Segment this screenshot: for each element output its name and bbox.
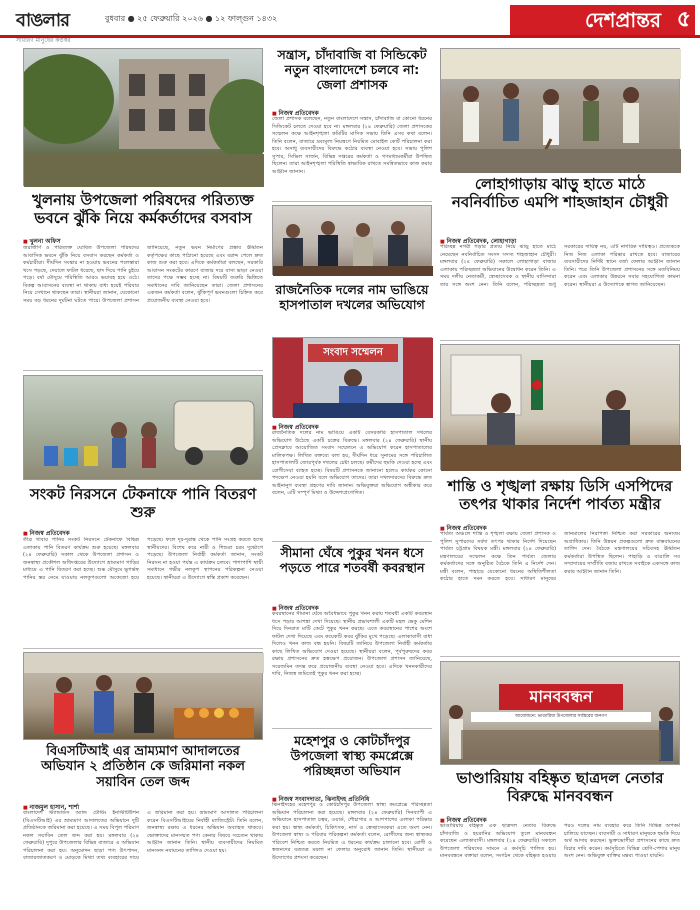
headline-minister[interactable]: শান্তি ও শৃঙ্খলা রক্ষায় ডিসি এসপিদের তৎপর থাকার নির্দেশ পার্বত্য মন্ত্রীর <box>447 477 673 513</box>
divider <box>440 656 680 657</box>
newspaper-logo[interactable] <box>16 6 82 44</box>
headline-dc-syndicate[interactable]: সন্ত্রাস, চাঁদাবাজি বা সিন্ডিকেট নতুন বাংলাদেশে চলবে না: জেলা প্রশাসক <box>277 47 427 92</box>
masthead <box>0 0 700 44</box>
byline-teknaf: ■ নিজস্ব প্রতিবেদক <box>23 528 70 539</box>
divider <box>272 541 432 542</box>
body-lohagara: পরিচ্ছন্ন নগরী গড়ার প্রত্যয় নিয়ে ঝাড়ু হাতে মাঠে নেমেছেন নবনির্বাচিত সংসদ সদস্য শাহজাহান চৌধুরী। মঙ্গলবার (২৪ ফেব্রুয়ারি) সকালে লোহাগাড়া বাজার এলাকায় পরিচ্ছন্নতা অভিযানের উদ্বোধন করেন তিনি। এ সময় দলীয় নেতাকর্মী, স্বেচ্ছাসেবক ও স্থানীয় বাসিন্দারা তার সঙ্গে অংশ নেন। তিনি বলেন, পরিচ্ছন্নতা শুধু সরকারের দায়িত্ব নয়, এটি নাগরিক দায়িত্বও। প্রত্যেককে নিজ নিজ এলাকা পরিষ্কার রাখতে হবে। বাজারের ব্যবসায়ীদের নির্দিষ্ট স্থানে বর্জ্য ফেলার আহ্বান জানান তিনি। পরে তিনি উপজেলা প্রশাসনের সঙ্গে মতবিনিময় করেন এবং এলাকার উন্নয়নে সবার সহযোগিতা কামনা করেন। স্থানীয়রা এ উদ্যোগকে স্বাগত জানিয়েছেন। <box>440 244 680 288</box>
minister-meeting-photo <box>440 344 680 470</box>
logo-text: বাঙলার <box>16 10 69 31</box>
headline-teknaf[interactable]: সংকট নিরসনে টেকনাফে পানি বিতরণ শুরু <box>29 485 257 521</box>
body-health-complex: ঝিনাইদহের মহেশপুর ও কোটচাঁদপুর উপজেলা স্বাস্থ্য কমপ্লেক্সে পরিচ্ছন্নতা অভিযান পরিচালনা করা হয়েছে। মঙ্গলবার (২৪ ফেব্রুয়ারি) দিনব্যাপী এ অভিযানে হাসপাতাল চত্বর, ওয়ার্ড, শৌচাগার ও আশপাশের এলাকা পরিষ্কার করা হয়। স্বাস্থ্য কর্মকর্তা, চিকিৎসক, নার্স ও স্বেচ্ছাসেবকরা এতে অংশ নেন। উপজেলা স্বাস্থ্য ও পরিবার পরিকল্পনা কর্মকর্তা বলেন, রোগীদের জন্য স্বাস্থ্যকর পরিবেশ নিশ্চিত করতে নিয়মিত এ ধরনের কার্যক্রম চালানো হবে। রোগী ও স্বজনদের যত্রতত্র ময়লা না ফেলার অনুরোধ জানান তিনি। স্থানীয়রা এ উদ্যোগের প্রশংসা করেছেন। <box>272 802 432 861</box>
body-teknaf: তীব্র খাবার পানির সংকট নিরসনে টেকনাফে বিভিন্ন এলাকায় পানি বিতরণ কার্যক্রম শুরু হয়েছে। মঙ্গলবার (২৪ ফেব্রুয়ারি) সকাল থেকে উপজেলা প্রশাসন ও জনস্বাস্থ্য প্রকৌশল অধিদপ্তরের উদ্যোগে ভ্রাম্যমাণ গাড়ির মাধ্যমে এ পানি বিতরণ করা হচ্ছে। শুষ্ক মৌসুমে ভূগর্ভস্থ পানির স্তর নেমে যাওয়ায় নলকূপগুলো অকেজো হয়ে পড়েছে। ফলে দূর-দূরান্ত থেকে পানি সংগ্রহ করতে হচ্ছে স্থানীয়দের। বিশেষ করে নারী ও শিশুরা চরম দুর্ভোগে পড়েছে। উপজেলা নির্বাহী কর্মকর্তা জানান, সংকট নিরসন না হওয়া পর্যন্ত এ কার্যক্রম চলবে। পাশাপাশি স্থায়ী সমাধানে গভীর নলকূপ স্থাপনের পরিকল্পনা নেওয়া হয়েছে। স্থানীয়রা এ উদ্যোগে স্বস্তি প্রকাশ করেছেন। <box>23 537 263 581</box>
market-inspection-illustration <box>24 653 264 741</box>
page-number: ৫ <box>676 7 691 32</box>
headline-health-complex[interactable]: মহেশপুর ও কোটচাঁদপুর উপজেলা স্বাস্থ্য কমপ্লেক্সে পরিচ্ছন্নতা অভিযান <box>290 733 414 778</box>
divider <box>440 340 680 341</box>
headline-hospital[interactable]: রাজনৈতিক দলের নাম ভাঙিয়ে হাসপাতাল দখলের অভিযোগ <box>275 282 429 312</box>
divider <box>272 201 432 202</box>
minister-desk-illustration <box>441 345 681 471</box>
body-minister: পার্বত্য অঞ্চলে শান্তি ও শৃঙ্খলা রক্ষায় জেলা প্রশাসক ও পুলিশ সুপারদের সর্বদা তৎপর থাকার নির্দেশ দিয়েছেন পার্বত্য চট্টগ্রাম বিষয়ক মন্ত্রী। মঙ্গলবার (২৪ ফেব্রুয়ারি) মন্ত্রণালয়ের সম্মেলন কক্ষে তিন পার্বত্য জেলার কর্মকর্তাদের সঙ্গে অনুষ্ঠিত বৈঠকে তিনি এ নির্দেশ দেন। মন্ত্রী বলেন, পাহাড়ে যেকোনো ধরনের অস্থিতিশীলতা কঠোর হাতে দমন করতে হবে। সাধারণ মানুষের জানমালের নিরাপত্তা নিশ্চিত করা সরকারের অন্যতম অগ্রাধিকার। তিনি উন্নয়ন প্রকল্পগুলো দ্রুত বাস্তবায়নের তাগিদ দেন। বৈঠকে মন্ত্রণালয়ের সচিবসহ ঊর্ধ্বতন কর্মকর্তারা উপস্থিত ছিলেন। পাহাড়ি ও বাঙালি সব সম্প্রদায়ের সম্প্রীতি বজায় রাখতে সবাইকে একসঙ্গে কাজ করার আহ্বান জানান তিনি। <box>440 531 680 583</box>
water-tanker-illustration <box>24 376 264 481</box>
sweeping-crowd-illustration <box>441 49 681 173</box>
divider <box>272 728 432 729</box>
byline-bsti: ■ নাজমুল হাসান, শার্শা <box>23 802 79 813</box>
byline-hospital: ■ নিজস্ব প্রতিবেদক <box>272 422 319 433</box>
oil-drive-photo <box>23 652 263 740</box>
human-chain-photo <box>440 661 680 765</box>
body-bsti: বাংলাদেশ স্ট্যান্ডার্ডস অ্যান্ড টেস্টিং ইনস্টিটিউশন (বিএসটিআই) এর ভ্রাম্যমাণ আদালতের অভিযানে দুটি প্রতিষ্ঠানকে জরিমানা করা হয়েছে। এ সময় বিপুল পরিমাণ নকল সয়াবিন তেল জব্দ করা হয়। মঙ্গলবার (২৪ ফেব্রুয়ারি) দুপুরে উপজেলার বিভিন্ন বাজারে এ অভিযান পরিচালনা করা হয়। অনুমোদন ছাড়া পণ্য উৎপাদন, বাজারজাতকরণ ও মোড়কে মিথ্যা তথ্য ব্যবহারের দায়ে এ জরিমানা করা হয়। ভ্রাম্যমাণ আদালত পরিচালনা করেন বিএসটিআইয়ের নির্বাহী ম্যাজিস্ট্রেট। তিনি বলেন, জনস্বাস্থ্য রক্ষায় এ ধরনের অভিযান অব্যাহত থাকবে। ভোক্তাদের মানসম্মত পণ্য কেনার বিষয়ে সচেতন থাকার আহ্বান জানান তিনি। স্থানীয় ব্যবসায়ীদের নিয়মিত মানসনদ নবায়নের তাগিদও দেওয়া হয়। <box>23 810 263 862</box>
byline-bhandaria: ■ নিজস্ব প্রতিবেদক <box>440 815 487 826</box>
byline-lohagara: ■ নিজস্ব প্রতিবেদক, লোহাগাড়া <box>440 236 516 247</box>
headline-khulna[interactable]: খুলনায় উপজেলা পরিষদের পরিত্যক্ত ভবনে ঝুঁকি নিয়ে কর্মকর্তাদের বসবাস <box>32 191 254 227</box>
body-graveyard: কবরস্থানের সীমানা ঘেঁষে অবৈধভাবে পুকুর খনন করায় শতবর্ষী একটি কবরস্থান ধসে পড়ার আশঙ্কা দেখা দিয়েছে। স্থানীয় প্রভাবশালী একটি মহল ভেকু মেশিন দিয়ে দিনরাত মাটি কেটে পুকুর খনন করছে। এতে কবরস্থানের পাশের অংশে ফাটল দেখা দিয়েছে এবং কয়েকটি কবর ঝুঁকির মুখে পড়েছে। এলাকাবাসী বাধা দিলেও খনন কাজ বন্ধ হয়নি। বিষয়টি জানিয়ে উপজেলা নির্বাহী কর্মকর্তার কাছে লিখিত অভিযোগ দেওয়া হয়েছে। স্থানীয়রা বলেন, পূর্বপুরুষদের কবর রক্ষায় প্রশাসনের দ্রুত হস্তক্ষেপ প্রয়োজন। উপজেলা প্রশাসন জানিয়েছে, সরেজমিন তদন্ত করে প্রয়োজনীয় ব্যবস্থা নেওয়া হবে। এদিকে খননকারীদের দাবি, নিজস্ব জমিতেই পুকুর খনন করা হচ্ছে। <box>272 611 432 678</box>
human-chain-banner: মানববন্ধন <box>499 684 623 710</box>
byline-minister: ■ নিজস্ব প্রতিবেদক <box>440 523 487 534</box>
human-chain-banner-sub: আয়োজনে: ভাণ্ডারিয়া উপজেলার সর্বস্তরের জনগণ <box>471 712 651 722</box>
press-banner: সংবাদ সম্মেলন <box>308 344 398 362</box>
section-title: দেশপ্রান্তর <box>510 5 695 35</box>
byline-health-complex: ■ নিজস্ব সংবাদদাতা, ঝিনাইদহ প্রতিনিধি <box>272 794 369 805</box>
divider <box>23 370 263 371</box>
headline-bsti[interactable]: বিএসটিআই এর ভ্রাম্যমাণ আদালতের অভিযান ২ প্রতিষ্ঠান কে জরিমানা নকল সয়াবিন তেল জব্দ <box>41 744 245 790</box>
headline-graveyard[interactable]: সীমানা ঘেঁষে পুকুর খনন ধসে পড়তে পারে শতবর্ষী কবরস্থান <box>279 545 425 575</box>
byline-graveyard: ■ নিজস্ব প্রতিবেদক <box>272 603 319 614</box>
logo-tagline: সাধারণ মানুষের কণ্ঠস্বর <box>16 37 71 44</box>
press-conference-photo <box>272 337 432 417</box>
issue-date: বুধবার ● ২৫ ফেব্রুয়ারি ২০২৬ ● ১২ ফাল্গুন ১৪৩২ <box>105 14 278 23</box>
water-distribution-photo <box>23 375 263 480</box>
divider <box>23 648 263 649</box>
sweeping-photo <box>440 48 680 172</box>
body-bhandaria: ভাণ্ডারিয়ায় বহিষ্কৃত এক ছাত্রদল নেতার বিরুদ্ধে চাঁদাবাজি ও হয়রানির অভিযোগ তুলে মানববন্ধন করেছেন এলাকাবাসী। মঙ্গলবার (২৪ ফেব্রুয়ারি) সকালে উপজেলা পরিষদের সামনে এ কর্মসূচি পালিত হয়। মানববন্ধনে বক্তারা বলেন, সংগঠন থেকে বহিষ্কৃত হওয়ার পরও দলের নাম ব্যবহার করে তিনি বিভিন্ন অপকর্ম চালিয়ে যাচ্ছেন। ব্যবসায়ী ও সাধারণ মানুষকে হুমকি দিয়ে অর্থ আদায় করছেন। ভুক্তভোগীরা প্রশাসনের কাছে দ্রুত বিচার দাবি করেন। কর্মসূচিতে বিভিন্ন শ্রেণি-পেশার মানুষ অংশ নেন। অভিযুক্ত ব্যক্তির মন্তব্য পাওয়া যায়নি। <box>440 823 680 860</box>
body-dc: জেলা প্রশাসক বলেছেন, নতুন বাংলাদেশে সন্ত্রাস, চাঁদাবাজি বা কোনো ধরনের সিন্ডিকেট চলতে দেওয়া হবে না। মঙ্গলবার (২৪ ফেব্রুয়ারি) জেলা প্রশাসকের সম্মেলন কক্ষে আইনশৃঙ্খলা কমিটির মাসিক সভায় তিনি এসব কথা বলেন। তিনি বলেন, বাজারে দ্রব্যমূল্য নিয়ন্ত্রণে নিয়মিত মোবাইল কোর্ট পরিচালনা করা হবে। অসাধু ব্যবসায়ীদের বিরুদ্ধে কঠোর ব্যবস্থা নেওয়া হবে। সভায় পুলিশ সুপার, সিভিল সার্জন, বিভিন্ন দপ্তরের কর্মকর্তা ও গণমাধ্যমকর্মীরা উপস্থিত ছিলেন। তারা আইনশৃঙ্খলা পরিস্থিতি স্বাভাবিক রাখতে সমন্বিতভাবে কাজ করার আহ্বান জানান। <box>272 116 432 175</box>
body-hospital: রাজনৈতিক দলের নাম ভাঙিয়ে একটি বেসরকারি হাসপাতাল দখলের অভিযোগ উঠেছে একটি চক্রের বিরুদ্ধে। মঙ্গলবার (২৪ ফেব্রুয়ারি) স্থানীয় প্রেসক্লাবে আয়োজিত সংবাদ সম্মেলনে এ অভিযোগ করেন হাসপাতালের মালিকপক্ষ। লিখিত বক্তব্যে বলা হয়, দীর্ঘদিন ধরে সুনামের সঙ্গে পরিচালিত হাসপাতালটি জোরপূর্বক দখলের চেষ্টা চলছে। কর্মীদের হুমকি দেওয়া হচ্ছে এবং রোগীসেবা ব্যাহত হচ্ছে। বিষয়টি প্রশাসনকে জানানো হলেও কার্যকর কোনো পদক্ষেপ নেওয়া হয়নি বলে অভিযোগ তাদের। তারা দখলদারদের বিরুদ্ধে দ্রুত আইনানুগ ব্যবস্থা গ্রহণের দাবি জানান। অভিযুক্তরা অভিযোগ অস্বীকার করে বলেন, এটি সম্পূর্ণ মিথ্যা ও উদ্দেশ্যপ্রণোদিত। <box>272 430 432 497</box>
dc-meeting-photo <box>272 205 432 275</box>
officials-illustration <box>273 206 433 276</box>
byline-khulna: ■ খুলনা অফিস <box>23 236 61 247</box>
headline-lohagara[interactable]: লোহাগাড়ায় ঝাড়ু হাতে মাঠে নবনির্বাচিত এমপি শাহজাহান চৌধুরী <box>451 175 669 211</box>
headline-bhandaria[interactable]: ভাণ্ডারিয়ায় বহিষ্কৃত ছাত্রদল নেতার বিরুদ্ধে মানববন্ধন <box>456 769 664 805</box>
protesters-illustration <box>441 662 681 766</box>
body-khulna: জরাজীর্ণ ও পরিত্যক্ত ঘোষিত উপজেলা পরিষদের আবাসিক ভবনে ঝুঁকি নিয়ে বসবাস করছেন কর্মকর্তা ও কর্মচারীরা। দীর্ঘদিন সংস্কার না হওয়ায় ভবনের পলেস্তারা খসে পড়ছে, দেয়ালে ফাটল ধরেছে, ছাদ দিয়ে পানি চুইয়ে পড়ে। বর্ষা মৌসুমে পরিস্থিতি আরও ভয়াবহ হয়ে ওঠে। বিকল্প আবাসনের ব্যবস্থা না থাকায় বাধ্য হয়েই পরিবার নিয়ে সেখানে থাকছেন তারা। স্থানীয়রা জানান, যেকোনো সময় বড় ধরনের দুর্ঘটনা ঘটতে পারে। উপজেলা প্রশাসন জানিয়েছে, নতুন ভবন নির্মাণের প্রস্তাব ঊর্ধ্বতন কর্তৃপক্ষের কাছে পাঠানো হয়েছে এবং বরাদ্দ পেলে দ্রুত কাজ শুরু করা হবে। এদিকে কর্মকর্তারা বলছেন, সরকারি আবাসন সংকটের কারণে বাজার দরে বাসা ভাড়া নেওয়া তাদের পক্ষে সম্ভব হচ্ছে না। বিষয়টি জরুরি ভিত্তিতে সমাধানের দাবি জানিয়েছেন তারা। জেলা প্রশাসনের একজন কর্মকর্তা বলেন, ঝুঁকিপূর্ণ ভবনগুলো চিহ্নিত করে প্রয়োজনীয় ব্যবস্থা নেওয়া হবে। <box>23 245 263 304</box>
building-photo <box>23 48 263 186</box>
building-illustration <box>24 49 264 187</box>
byline-dc: ■ নিজস্ব প্রতিবেদক <box>272 108 319 119</box>
